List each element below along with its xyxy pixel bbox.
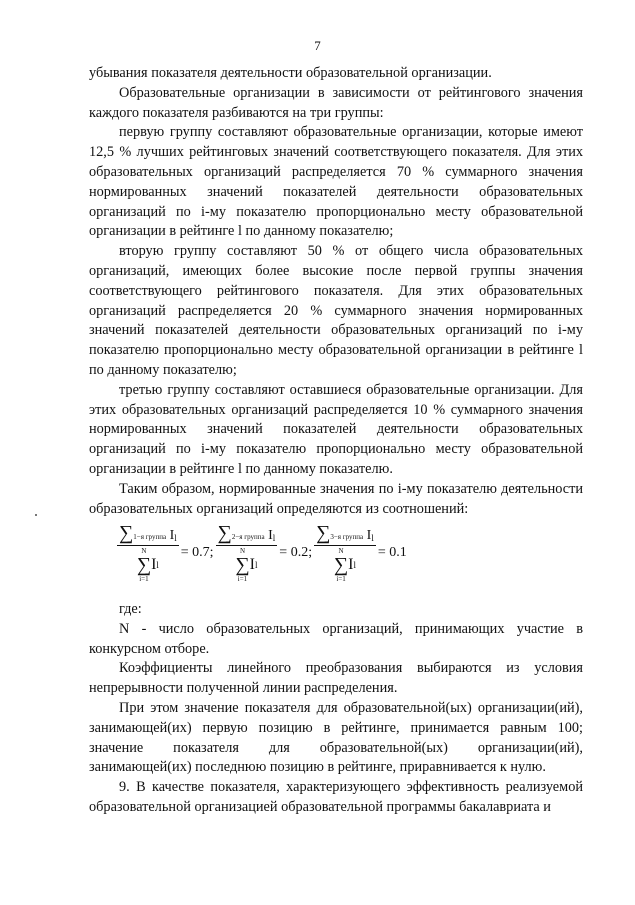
page-number: 7 — [314, 38, 321, 53]
sigma-symbol: ∑ — [316, 522, 331, 544]
formula-denominator — [137, 546, 159, 583]
formula-numerator — [216, 523, 278, 546]
formula-rhs: = 0.2; — [279, 545, 313, 560]
formula-numerator — [117, 523, 179, 546]
variable: I — [348, 556, 354, 573]
sum-upper-limit: N — [239, 547, 246, 555]
paragraph: 9. В качестве показателя, характеризующего эффективность реализуемой образовательной организацией образовательной программы бакалавриата и — [89, 779, 583, 815]
paragraph: Образовательные организации в зависимости от рейтингового значения каждого показателя разбиваются на три группы: — [89, 84, 583, 121]
sigma-symbol: ∑ — [119, 522, 134, 544]
formula-fraction — [314, 523, 376, 583]
document-body-bottom — [89, 600, 583, 818]
formula-denominator — [235, 546, 257, 583]
paragraph: убывания показателя деятельности образовательной организации. — [89, 65, 492, 81]
paragraph: вторую группу составляют 50 % от общего числа образовательных организаций, имеющих более высокие после первой группы значения соответствующего рейтингового показателя. Для этих образовательных организаций распределяется 20 % суммарного значения нормированных значений показателей деятельности образовательных организаций по i-му показателю пропорционально месту образовательной организации в рейтинге l по данному показателю; — [89, 243, 583, 378]
formula-fraction — [216, 523, 278, 583]
sum-upper-limit: N — [141, 547, 147, 555]
sigma-symbol: ∑ — [235, 554, 250, 576]
paragraph: Коэффициенты линейного преобразования выбираются из условия непрерывности полученной линии распределения. — [89, 660, 583, 697]
paragraph: При этом значение показателя для образовательной(ых) организации(ий), занимающей(их) первую позицию в рейтинге, принимается равным 100; значение показателя для образовательной(ых) организации(ий), занимающей(их) последнюю позицию в рейтинге, приравнивается к нулю. — [89, 699, 583, 776]
formula — [117, 522, 557, 584]
sum-lower-limit: i=1 — [237, 575, 248, 583]
variable-subscript: l — [353, 560, 357, 570]
sum-lower-limit: i=1 — [336, 575, 346, 583]
variable: I — [169, 528, 175, 543]
document-body-top — [89, 64, 583, 519]
variable-subscript: l — [272, 533, 276, 543]
formula-denominator — [334, 546, 356, 583]
variable: I — [268, 528, 273, 543]
variable-subscript: l — [156, 560, 159, 570]
paragraph-where: где: — [119, 601, 142, 617]
formula-numerator — [314, 523, 376, 546]
sum-upper-limit: N — [338, 547, 344, 555]
variable: I — [366, 528, 372, 543]
variable: I — [151, 556, 157, 573]
sigma-symbol: ∑ — [136, 554, 152, 576]
sum-subscript: 2−я группа — [231, 533, 265, 541]
sum-lower-limit: i=1 — [139, 575, 149, 583]
paragraph: третью группу составляют оставшиеся образовательные организации. Для этих образовательных организаций распределяется 10 % суммарного значения нормированных значений показателей деятельности образовательных организаций по i-му показателю пропорционально месту образовательной организации в рейтинге l по данному показателю. — [89, 381, 583, 477]
formula-rhs: = 0.7; — [180, 545, 214, 560]
paragraph: N - число образовательных организаций, принимающих участие в конкурсном отборе. — [89, 620, 583, 657]
formula-fraction — [117, 523, 179, 583]
scan-speck — [35, 514, 37, 516]
paragraph: Таким образом, нормированные значения по i-му показателю деятельности образовательных организаций определяются из соотношений: — [89, 480, 583, 517]
sigma-symbol: ∑ — [217, 522, 232, 544]
variable-subscript: l — [174, 533, 177, 543]
variable-subscript: l — [371, 533, 374, 543]
sum-subscript: 1−я группа — [133, 533, 167, 541]
paragraph: первую группу составляют образовательные организации, которые имеют 12,5 % лучших рейтинговых значений соответствующего показателя. Для этих образовательных организаций распределяется 70 % суммарного значения нормированных значений показателей деятельности образовательных организаций по i-му показателю пропорционально месту образовательной организации в рейтинге l по данному показателю; — [89, 124, 583, 240]
variable: I — [249, 556, 255, 573]
variable-subscript: l — [254, 560, 258, 570]
sum-subscript: 3−я группа — [330, 533, 364, 541]
formula-rhs: = 0.1 — [377, 545, 407, 560]
sigma-symbol: ∑ — [333, 554, 349, 576]
